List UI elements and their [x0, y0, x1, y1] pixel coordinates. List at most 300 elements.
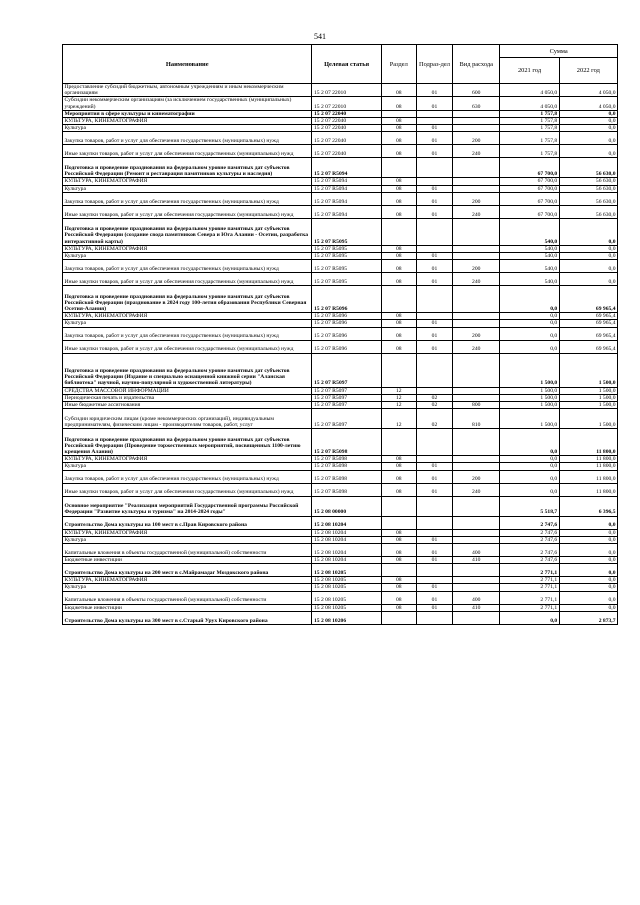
row-amount-2022: 11 800,0 [559, 429, 617, 456]
row-code: 15 2 07 R5097 [312, 353, 381, 387]
row-section: 08 [381, 470, 416, 483]
row-subsection [416, 313, 452, 320]
row-name: КУЛЬТУРА, КИНЕМАТОГРАФИЯ [63, 313, 312, 320]
row-section: 12 [381, 402, 416, 409]
row-expense-type [453, 110, 500, 117]
row-section: 12 [381, 394, 416, 401]
row-name: Закупка товаров, работ и услуг для обеспечения государственных (муниципальных) нужд [63, 470, 312, 483]
table-row [63, 402, 618, 409]
row-amount-2021: 1 500,0 [500, 353, 559, 387]
row-name: Периодическая печать и издательства [63, 394, 312, 401]
row-name: Подготовка и проведение празднования на федеральном уровне памятных дат субъектов Российской Федерации (празднование в 2024 году 100-летия образования Республики Северная Осетия-Алания) [63, 286, 312, 313]
row-section: 08 [381, 185, 416, 192]
row-code: 15 2 07 R5094 [312, 178, 381, 185]
row-section [381, 158, 416, 178]
row-code: 15 2 07 R5095 [312, 218, 381, 245]
row-subsection [416, 516, 452, 529]
row-amount-2022: 0,0 [559, 260, 617, 273]
row-section: 08 [381, 273, 416, 286]
table-row [63, 353, 618, 387]
row-subsection: 01 [416, 544, 452, 557]
row-code: 15 2 07 R5094 [312, 185, 381, 192]
row-amount-2022: 56 630,0 [559, 178, 617, 185]
row-amount-2021: 1 757,8 [500, 125, 559, 132]
row-expense-type: 240 [453, 483, 500, 496]
table-row [63, 340, 618, 353]
row-code: 15 2 08 00000 [312, 496, 381, 516]
row-amount-2021: 0,0 [500, 327, 559, 340]
row-section: 08 [381, 260, 416, 273]
row-expense-type [453, 313, 500, 320]
row-section: 08 [381, 125, 416, 132]
row-code: 15 2 08 10204 [312, 529, 381, 536]
row-subsection: 02 [416, 402, 452, 409]
table-row [63, 260, 618, 273]
row-amount-2021: 1 757,8 [500, 145, 559, 158]
row-subsection: 01 [416, 470, 452, 483]
row-subsection [416, 564, 452, 577]
row-expense-type: 600 [453, 84, 500, 97]
row-expense-type [453, 516, 500, 529]
row-subsection: 01 [416, 260, 452, 273]
row-subsection [416, 577, 452, 584]
table-row [63, 178, 618, 185]
row-expense-type [453, 456, 500, 463]
row-name: Строительство Дома культуры на 200 мест в с.Майрамадаг Моздокского района [63, 564, 312, 577]
row-code: 15 2 07 R5098 [312, 470, 381, 483]
row-amount-2021: 67 700,0 [500, 205, 559, 218]
row-amount-2021: 2 747,6 [500, 516, 559, 529]
header-2021: 2021 год [500, 58, 559, 84]
budget-table [62, 44, 618, 625]
row-amount-2021: 1 500,0 [500, 387, 559, 394]
row-name: Строительство Дома культуры на 100 мест в с.Прав Кировского района [63, 516, 312, 529]
row-code: 15 2 07 R5094 [312, 158, 381, 178]
row-name: Закупка товаров, работ и услуг для обеспечения государственных (муниципальных) нужд [63, 192, 312, 205]
row-name: Мероприятия в сфере культуры и кинематографии [63, 110, 312, 117]
table-row [63, 125, 618, 132]
row-amount-2021: 1 757,8 [500, 132, 559, 145]
row-name: Предоставление субсидий бюджетным, автономным учреждениям и иным некоммерческим организациям [63, 84, 312, 97]
table-row [63, 584, 618, 591]
row-code: 15 2 08 10205 [312, 564, 381, 577]
row-subsection [416, 118, 452, 125]
row-section: 08 [381, 253, 416, 260]
row-amount-2022: 0,0 [559, 529, 617, 536]
row-code: 15 2 07 R5096 [312, 313, 381, 320]
row-name: Подготовка и проведение празднования на федеральном уровне памятных дат субъектов Российской Федерации (Проведение торжественных мероприятий, посвященных 1100-летию крещения Алании) [63, 429, 312, 456]
table-header [63, 45, 618, 84]
row-amount-2022: 0,0 [559, 516, 617, 529]
row-code: 15 2 08 10206 [312, 611, 381, 624]
row-amount-2021: 2 771,1 [500, 584, 559, 591]
row-expense-type [453, 394, 500, 401]
row-amount-2021: 540,0 [500, 260, 559, 273]
row-section: 08 [381, 97, 416, 110]
row-subsection [416, 178, 452, 185]
row-subsection: 01 [416, 273, 452, 286]
row-amount-2021: 0,0 [500, 313, 559, 320]
row-subsection: 01 [416, 340, 452, 353]
row-expense-type: 200 [453, 132, 500, 145]
row-amount-2022: 1 500,0 [559, 387, 617, 394]
row-section: 08 [381, 483, 416, 496]
row-expense-type: 400 [453, 544, 500, 557]
row-code: 15 2 08 10204 [312, 557, 381, 564]
row-expense-type: 400 [453, 591, 500, 604]
row-section: 08 [381, 529, 416, 536]
row-code: 15 2 07 R5095 [312, 245, 381, 252]
row-code: 15 2 07 R5095 [312, 260, 381, 273]
row-amount-2022: 1 500,0 [559, 402, 617, 409]
row-section [381, 564, 416, 577]
row-subsection: 01 [416, 536, 452, 543]
row-name: СРЕДСТВА МАССОВОЙ ИНФОРМАЦИИ [63, 387, 312, 394]
table-row [63, 611, 618, 624]
row-amount-2021: 4 050,0 [500, 84, 559, 97]
row-subsection [416, 387, 452, 394]
row-amount-2021: 540,0 [500, 245, 559, 252]
row-section: 08 [381, 557, 416, 564]
row-code: 15 2 07 22040 [312, 125, 381, 132]
row-subsection: 01 [416, 132, 452, 145]
row-section: 08 [381, 327, 416, 340]
row-section: 08 [381, 320, 416, 327]
row-amount-2021: 2 747,6 [500, 557, 559, 564]
row-amount-2022: 0,0 [559, 132, 617, 145]
row-code: 15 2 08 10205 [312, 577, 381, 584]
row-subsection: 01 [416, 483, 452, 496]
row-subsection [416, 429, 452, 456]
row-amount-2022: 0,0 [559, 577, 617, 584]
table-row [63, 145, 618, 158]
row-code: 15 2 07 R5096 [312, 340, 381, 353]
row-expense-type: 410 [453, 557, 500, 564]
table-row [63, 110, 618, 117]
table-row [63, 218, 618, 245]
row-name: Культура [63, 125, 312, 132]
row-amount-2022: 4 050,0 [559, 97, 617, 110]
row-amount-2021: 1 500,0 [500, 402, 559, 409]
row-subsection: 01 [416, 604, 452, 611]
row-amount-2022: 69 965,4 [559, 320, 617, 327]
row-code: 15 2 07 R5096 [312, 286, 381, 313]
row-expense-type [453, 118, 500, 125]
header-code: Целевая статья [312, 45, 381, 84]
table-row [63, 604, 618, 611]
row-name: Культура [63, 536, 312, 543]
row-name: Иные закупки товаров, работ и услуг для обеспечения государственных (муниципальных) нужд [63, 273, 312, 286]
row-amount-2022: 0,0 [559, 118, 617, 125]
row-expense-type: 200 [453, 327, 500, 340]
row-expense-type: 810 [453, 409, 500, 429]
row-amount-2022: 0,0 [559, 125, 617, 132]
row-name: Основное мероприятие "Реализация мероприятий Государственной программы Российской Федерации "Развитие культуры и туризма" на 2014-2024 годы" [63, 496, 312, 516]
row-expense-type [453, 218, 500, 245]
table-row [63, 192, 618, 205]
table-row [63, 97, 618, 110]
row-section: 12 [381, 409, 416, 429]
row-amount-2021: 540,0 [500, 218, 559, 245]
row-amount-2021: 2 771,1 [500, 577, 559, 584]
row-expense-type: 240 [453, 145, 500, 158]
row-amount-2021: 0,0 [500, 429, 559, 456]
row-subsection: 01 [416, 463, 452, 470]
row-code: 15 2 07 R5098 [312, 456, 381, 463]
row-expense-type [453, 286, 500, 313]
table-row [63, 132, 618, 145]
row-subsection [416, 110, 452, 117]
row-expense-type: 240 [453, 340, 500, 353]
row-subsection: 01 [416, 97, 452, 110]
header-section: Раздел [381, 45, 416, 84]
row-amount-2022: 11 800,0 [559, 483, 617, 496]
row-section [381, 496, 416, 516]
row-amount-2022: 69 965,4 [559, 313, 617, 320]
row-amount-2021: 2 747,6 [500, 529, 559, 536]
row-code: 15 2 07 22040 [312, 132, 381, 145]
header-name: Наименование [63, 45, 312, 84]
row-amount-2021: 67 700,0 [500, 192, 559, 205]
table-row [63, 557, 618, 564]
row-subsection: 01 [416, 145, 452, 158]
row-code: 15 2 07 22040 [312, 118, 381, 125]
row-code: 15 2 07 R5098 [312, 483, 381, 496]
row-subsection: 01 [416, 320, 452, 327]
row-amount-2022: 0,0 [559, 584, 617, 591]
table-row [63, 564, 618, 577]
row-subsection: 01 [416, 84, 452, 97]
row-name: Закупка товаров, работ и услуг для обеспечения государственных (муниципальных) нужд [63, 132, 312, 145]
row-expense-type [453, 245, 500, 252]
row-section: 08 [381, 577, 416, 584]
row-code: 15 2 07 22040 [312, 110, 381, 117]
row-amount-2021: 0,0 [500, 320, 559, 327]
row-amount-2022: 0,0 [559, 604, 617, 611]
table-row [63, 313, 618, 320]
row-name: Иные закупки товаров, работ и услуг для обеспечения государственных (муниципальных) нужд [63, 340, 312, 353]
table-row [63, 463, 618, 470]
table-row [63, 387, 618, 394]
row-expense-type [453, 185, 500, 192]
row-name: КУЛЬТУРА, КИНЕМАТОГРАФИЯ [63, 118, 312, 125]
row-name: КУЛЬТУРА, КИНЕМАТОГРАФИЯ [63, 245, 312, 252]
row-amount-2021: 0,0 [500, 611, 559, 624]
row-section: 08 [381, 132, 416, 145]
header-expense-type: Вид расхода [453, 45, 500, 84]
row-subsection [416, 218, 452, 245]
table-row [63, 158, 618, 178]
row-expense-type [453, 577, 500, 584]
row-name: Культура [63, 185, 312, 192]
row-expense-type [453, 611, 500, 624]
row-section: 08 [381, 178, 416, 185]
row-subsection [416, 158, 452, 178]
row-name: Бюджетные инвестиции [63, 557, 312, 564]
row-amount-2022: 56 630,0 [559, 185, 617, 192]
row-expense-type [453, 564, 500, 577]
row-code: 15 2 07 R5097 [312, 402, 381, 409]
row-name: Культура [63, 320, 312, 327]
row-expense-type [453, 429, 500, 456]
row-expense-type: 410 [453, 604, 500, 611]
row-amount-2022: 0,0 [559, 145, 617, 158]
row-amount-2022: 11 800,0 [559, 456, 617, 463]
row-code: 15 2 07 22040 [312, 145, 381, 158]
row-section [381, 429, 416, 456]
row-name: Закупка товаров, работ и услуг для обеспечения государственных (муниципальных) нужд [63, 260, 312, 273]
table-row [63, 591, 618, 604]
row-amount-2022: 69 965,4 [559, 327, 617, 340]
table-row [63, 544, 618, 557]
row-amount-2022: 1 500,0 [559, 394, 617, 401]
row-section [381, 110, 416, 117]
row-code: 15 2 07 R5094 [312, 192, 381, 205]
row-amount-2022: 0,0 [559, 245, 617, 252]
row-amount-2022: 0,0 [559, 273, 617, 286]
row-section [381, 353, 416, 387]
row-expense-type: 200 [453, 192, 500, 205]
row-amount-2022: 0,0 [559, 544, 617, 557]
row-amount-2021: 2 771,1 [500, 604, 559, 611]
table-row [63, 394, 618, 401]
table-row [63, 185, 618, 192]
row-section: 08 [381, 118, 416, 125]
row-section: 08 [381, 245, 416, 252]
page-number: 541 [314, 32, 326, 41]
row-amount-2022: 6 396,5 [559, 496, 617, 516]
row-amount-2021: 4 050,0 [500, 97, 559, 110]
row-amount-2021: 540,0 [500, 273, 559, 286]
row-section: 08 [381, 205, 416, 218]
row-code: 15 2 07 R5097 [312, 394, 381, 401]
table-row [63, 496, 618, 516]
row-amount-2022: 0,0 [559, 536, 617, 543]
row-expense-type: 630 [453, 97, 500, 110]
row-expense-type [453, 536, 500, 543]
row-section: 08 [381, 591, 416, 604]
row-amount-2021: 67 700,0 [500, 185, 559, 192]
row-expense-type [453, 584, 500, 591]
table-row [63, 470, 618, 483]
row-amount-2021: 0,0 [500, 463, 559, 470]
row-section: 08 [381, 192, 416, 205]
row-amount-2022: 11 800,0 [559, 463, 617, 470]
row-name: КУЛЬТУРА, КИНЕМАТОГРАФИЯ [63, 577, 312, 584]
row-section: 08 [381, 536, 416, 543]
row-name: Иные закупки товаров, работ и услуг для обеспечения государственных (муниципальных) нужд [63, 145, 312, 158]
table-body [63, 84, 618, 625]
row-name: КУЛЬТУРА, КИНЕМАТОГРАФИЯ [63, 456, 312, 463]
row-subsection [416, 245, 452, 252]
row-code: 15 2 07 22010 [312, 84, 381, 97]
row-code: 15 2 08 10205 [312, 604, 381, 611]
row-expense-type: 200 [453, 470, 500, 483]
row-subsection: 01 [416, 185, 452, 192]
row-expense-type: 200 [453, 260, 500, 273]
row-name: Закупка товаров, работ и услуг для обеспечения государственных (муниципальных) нужд [63, 327, 312, 340]
row-amount-2022: 0,0 [559, 564, 617, 577]
row-subsection [416, 456, 452, 463]
row-code: 15 2 07 R5094 [312, 205, 381, 218]
row-amount-2022: 0,0 [559, 591, 617, 604]
row-subsection: 01 [416, 125, 452, 132]
table-row [63, 286, 618, 313]
row-subsection: 01 [416, 584, 452, 591]
row-subsection: 01 [416, 557, 452, 564]
row-amount-2022: 4 050,0 [559, 84, 617, 97]
row-expense-type [453, 529, 500, 536]
row-name: Подготовка и проведение празднования на федеральном уровне памятных дат субъектов Российской Федерации (создание свода памятников Севера и Юга Алании - Осетии, разработка интерактивной карты) [63, 218, 312, 245]
row-section: 08 [381, 340, 416, 353]
row-subsection: 01 [416, 192, 452, 205]
row-expense-type [453, 387, 500, 394]
row-name: Иные закупки товаров, работ и услуг для обеспечения государственных (муниципальных) нужд [63, 205, 312, 218]
row-amount-2021: 0,0 [500, 340, 559, 353]
row-section: 08 [381, 604, 416, 611]
row-amount-2021: 1 500,0 [500, 394, 559, 401]
header-sum: Сумма [500, 45, 618, 58]
row-amount-2021: 0,0 [500, 286, 559, 313]
row-amount-2022: 56 630,0 [559, 158, 617, 178]
row-code: 15 2 07 R5097 [312, 409, 381, 429]
row-code: 15 2 08 10204 [312, 516, 381, 529]
row-section: 08 [381, 544, 416, 557]
row-subsection: 02 [416, 409, 452, 429]
row-expense-type: 240 [453, 273, 500, 286]
row-amount-2021: 540,0 [500, 253, 559, 260]
row-subsection [416, 286, 452, 313]
row-code: 15 2 08 10205 [312, 591, 381, 604]
row-amount-2021: 2 771,1 [500, 591, 559, 604]
table-row [63, 456, 618, 463]
row-code: 15 2 07 22010 [312, 97, 381, 110]
row-name: Подготовка и проведение празднования на федеральном уровне памятных дат субъектов Российской Федерации (Издание и специально оснащенной книжной серии "Аланская библиотека" научной, научно-популярной и художественной литературы) [63, 353, 312, 387]
row-name: Культура [63, 253, 312, 260]
row-section: 08 [381, 145, 416, 158]
row-subsection: 01 [416, 205, 452, 218]
row-amount-2021: 1 757,8 [500, 110, 559, 117]
row-amount-2021: 0,0 [500, 470, 559, 483]
row-amount-2022: 2 873,7 [559, 611, 617, 624]
row-section [381, 516, 416, 529]
row-amount-2021: 5 518,7 [500, 496, 559, 516]
row-amount-2021: 67 700,0 [500, 158, 559, 178]
row-expense-type [453, 125, 500, 132]
table-row [63, 483, 618, 496]
row-subsection: 01 [416, 327, 452, 340]
row-expense-type: 800 [453, 402, 500, 409]
row-name: КУЛЬТУРА, КИНЕМАТОГРАФИЯ [63, 178, 312, 185]
row-name: Капитальные вложения в объекты государственной (муниципальной) собственности [63, 591, 312, 604]
row-code: 15 2 07 R5097 [312, 387, 381, 394]
row-amount-2022: 1 500,0 [559, 353, 617, 387]
table-row [63, 577, 618, 584]
row-code: 15 2 07 R5096 [312, 327, 381, 340]
row-section: 08 [381, 456, 416, 463]
row-section [381, 611, 416, 624]
row-section [381, 286, 416, 313]
row-amount-2021: 0,0 [500, 456, 559, 463]
row-amount-2022: 1 500,0 [559, 409, 617, 429]
row-amount-2021: 1 757,8 [500, 118, 559, 125]
table-row [63, 205, 618, 218]
row-name: Капитальные вложения в объекты государственной (муниципальной) собственности [63, 544, 312, 557]
row-name: Иные закупки товаров, работ и услуг для обеспечения государственных (муниципальных) нужд [63, 483, 312, 496]
row-code: 15 2 08 10204 [312, 544, 381, 557]
row-section: 08 [381, 463, 416, 470]
row-name: Строительство Дома культуры на 300 мест в с.Старый Урух Кировского района [63, 611, 312, 624]
